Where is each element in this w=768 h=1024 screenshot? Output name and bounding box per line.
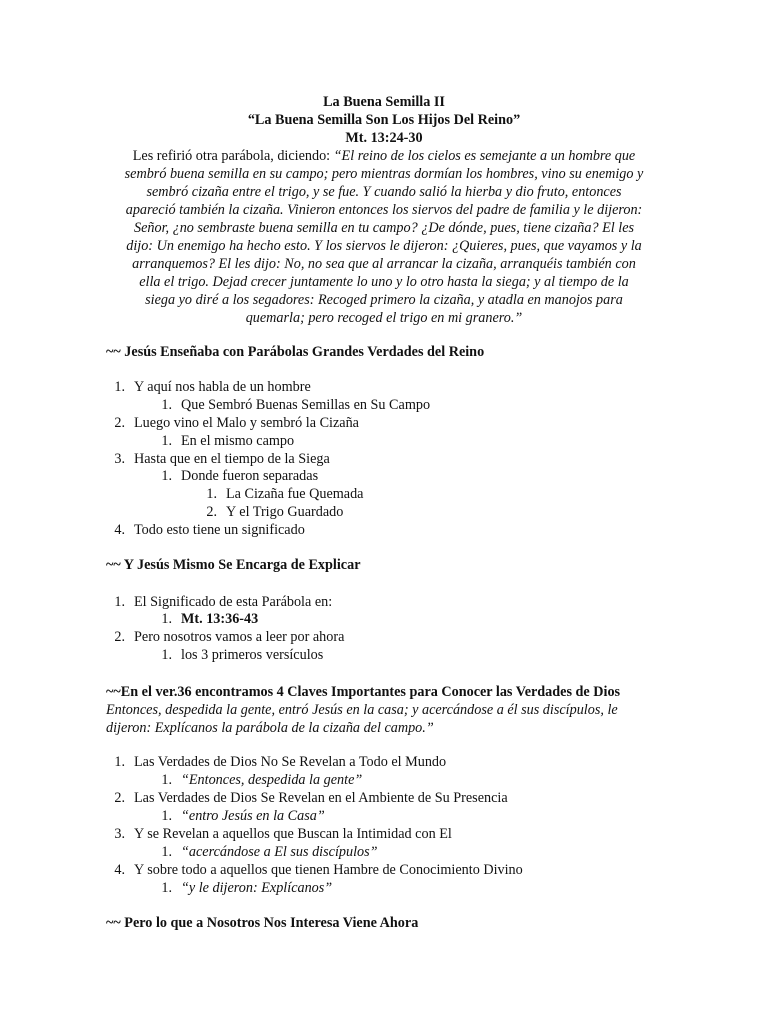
item-text: Pero nosotros vamos a leer por ahora xyxy=(134,629,345,645)
list-item xyxy=(106,771,362,789)
item-number: 1. xyxy=(206,486,217,502)
scripture-passage-line: quemarla; pero recoged el trigo en mi granero.” xyxy=(245,310,523,326)
item-text: En el mismo campo xyxy=(181,433,295,449)
list-item xyxy=(106,450,330,468)
section-heading: ~~En el ver.36 encontramos 4 Claves Importantes para Conocer las Verdades de Dios xyxy=(106,684,621,700)
item-text: Hasta que en el tiempo de la Siega xyxy=(134,451,330,467)
item-number: 1. xyxy=(114,379,125,395)
list-item xyxy=(106,861,523,879)
list-item xyxy=(106,396,430,414)
section-heading: ~~ Jesús Enseñaba con Parábolas Grandes Verdades del Reino xyxy=(106,344,485,360)
item-number: 1. xyxy=(161,647,172,663)
item-text: La Cizaña fue Quemada xyxy=(226,486,364,502)
list-item xyxy=(106,628,344,646)
list-item xyxy=(106,789,508,807)
scripture-passage-line: ella el trigo. Dejad crecer juntamente lo uno y lo otro hasta la siega; y al tiempo de la xyxy=(139,274,629,290)
list-item xyxy=(106,753,446,771)
item-text: Las Verdades de Dios No Se Revelan a Todo el Mundo xyxy=(134,754,447,770)
list-item xyxy=(106,432,294,450)
list-item xyxy=(106,521,305,539)
scripture-passage-line: sembró buena semilla en su campo; pero mientras dormían los hombres, vino su enemigo y xyxy=(124,166,644,182)
item-text: Luego vino el Malo y sembró la Cizaña xyxy=(134,415,359,431)
item-text: Y el Trigo Guardado xyxy=(226,504,344,520)
item-text: El Significado de esta Parábola en: xyxy=(134,594,333,610)
scripture-passage-line: apareció también la cizaña. Vinieron entonces los siervos del padre de familia y le dijeron: xyxy=(125,202,643,218)
item-text: Y aquí nos habla de un hombre xyxy=(134,379,311,395)
item-text: Que Sembró Buenas Semillas en Su Campo xyxy=(181,397,431,413)
item-number: 2. xyxy=(114,629,125,645)
item-text: Mt. 13:36-43 xyxy=(181,611,259,627)
item-text: Y se Revelan a aquellos que Buscan la Intimidad con El xyxy=(134,826,452,842)
item-text: Y sobre todo a aquellos que tienen Hambre de Conocimiento Divino xyxy=(134,862,523,878)
item-number: 4. xyxy=(114,862,125,878)
item-text: Donde fueron separadas xyxy=(181,468,319,484)
item-number: 1. xyxy=(114,594,125,610)
scripture-passage-line: sembró cizaña entre el trigo, y se fue. Y cuando salió la hierba y dio fruto, entonces xyxy=(146,184,622,200)
list-item xyxy=(106,879,332,897)
item-text: “acercándose a El sus discípulos” xyxy=(181,844,378,860)
item-number: 4. xyxy=(114,522,125,538)
item-number: 1. xyxy=(161,468,172,484)
item-number: 1. xyxy=(161,880,172,896)
list-item xyxy=(106,485,363,503)
quote-text: “El reino de los cielos es semejante a un hombre que xyxy=(333,148,636,164)
item-number: 2. xyxy=(114,415,125,431)
item-number: 1. xyxy=(161,844,172,860)
scripture-quote-line: Entonces, despedida la gente, entró Jesús en la casa; y acercándose a él sus discípulos, le xyxy=(106,702,618,718)
scripture-passage-line: Señor, ¿no sembraste buena semilla en tu campo? ¿De dónde, pues, tiene cizaña? El les xyxy=(133,220,635,236)
scripture-reference: Mt. 13:24-30 xyxy=(345,130,423,146)
section-heading: ~~ Pero lo que a Nosotros Nos Interesa Viene Ahora xyxy=(106,915,419,931)
item-text: “entro Jesús en la Casa” xyxy=(181,808,325,824)
item-number: 2. xyxy=(114,790,125,806)
scripture-passage-line: dijo: Un enemigo ha hecho esto. Y los siervos le dijeron: ¿Quieres, pues, que vayamos y la xyxy=(126,238,642,254)
item-number: 1. xyxy=(161,611,172,627)
item-number: 1. xyxy=(114,754,125,770)
item-number: 1. xyxy=(161,772,172,788)
list-item xyxy=(106,378,311,396)
item-number: 1. xyxy=(161,397,172,413)
item-text: “Entonces, despedida la gente” xyxy=(181,772,363,788)
list-item xyxy=(106,843,378,861)
section-heading: ~~ Y Jesús Mismo Se Encarga de Explicar xyxy=(106,557,361,573)
list-item xyxy=(106,807,325,825)
intro-text: Les refirió otra parábola, diciendo: xyxy=(132,148,334,164)
item-number: 3. xyxy=(114,826,125,842)
document-subtitle: “La Buena Semilla Son Los Hijos Del Reino” xyxy=(247,112,521,128)
list-item xyxy=(106,414,359,432)
item-number: 2. xyxy=(206,504,217,520)
item-text: los 3 primeros versículos xyxy=(181,647,324,663)
list-item xyxy=(106,503,343,521)
list-item xyxy=(106,593,332,611)
item-text: Las Verdades de Dios Se Revelan en el Ambiente de Su Presencia xyxy=(134,790,508,806)
item-text: “y le dijeron: Explícanos” xyxy=(181,880,333,896)
scripture-quote-line: dijeron: Explícanos la parábola de la cizaña del campo.” xyxy=(106,720,434,736)
list-item xyxy=(106,610,258,628)
scripture-passage-line xyxy=(0,147,768,165)
scripture-passage-line: siega yo diré a los segadores: Recoged primero la cizaña, y atadla en manojos para xyxy=(145,292,623,308)
list-item xyxy=(106,646,323,664)
item-text: Todo esto tiene un significado xyxy=(134,522,305,538)
scripture-passage-line: arranquemos? El les dijo: No, no sea que al arrancar la cizaña, arranquéis también con xyxy=(132,256,636,272)
list-item xyxy=(106,825,452,843)
document-title: La Buena Semilla II xyxy=(323,94,445,110)
item-number: 1. xyxy=(161,808,172,824)
item-number: 3. xyxy=(114,451,125,467)
list-item xyxy=(106,467,318,485)
item-number: 1. xyxy=(161,433,172,449)
